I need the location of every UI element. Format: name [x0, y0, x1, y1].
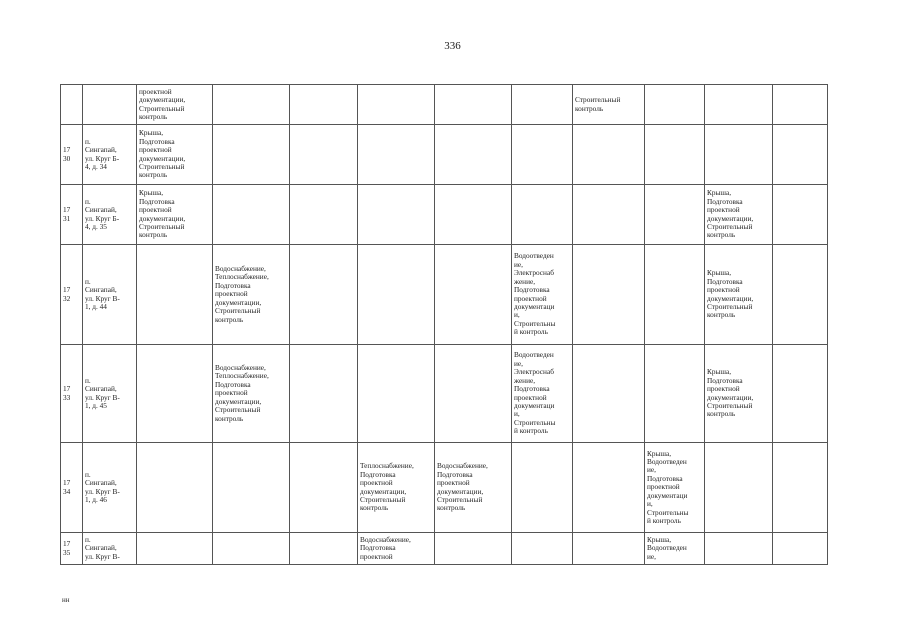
heat-supply-work-cell: [358, 245, 435, 345]
work-cell-col4: [290, 125, 358, 185]
control-work-cell: [573, 185, 645, 245]
row-number-cell: [61, 125, 83, 185]
address-cell: [83, 185, 137, 245]
water-heat-work-cell: [213, 533, 290, 565]
roof-work-late-cell: [705, 245, 773, 345]
cell-text: 17 32: [63, 286, 71, 303]
water-supply-work-cell: [435, 345, 512, 443]
cell-text: п. Сингапай, ул. Круг В- 1, д. 45: [85, 376, 120, 410]
water-heat-work-cell: [213, 185, 290, 245]
table-row: [61, 85, 828, 125]
drainage-work-cell: [512, 345, 573, 443]
cell-text: п. Сингапай, ул. Круг В- 1, д. 44: [85, 277, 120, 311]
roof-work-cell: [137, 245, 213, 345]
water-supply-work-cell: [435, 443, 512, 533]
control-work-cell: [573, 245, 645, 345]
control-work-cell: [573, 443, 645, 533]
water-supply-work-cell: [435, 245, 512, 345]
roof-work-late-cell: [705, 533, 773, 565]
address-cell: [83, 245, 137, 345]
cell-text: 17 31: [63, 206, 71, 223]
cell-text: 17 35: [63, 540, 71, 557]
roof-work-cell: [137, 85, 213, 125]
cell-text: Водоснабжение, Подготовка проектной документации, Строительный контроль: [437, 462, 488, 513]
roof-drainage-work-cell: [645, 345, 705, 443]
cell-text: п. Сингапай, ул. Круг В- 1, д. 46: [85, 470, 120, 504]
cell-text: Крыша, Подготовка проектной документации, Строительный контроль: [139, 189, 186, 240]
cell-text: 17 34: [63, 479, 71, 496]
roof-drainage-work-cell: [645, 185, 705, 245]
footer-mark: нн: [62, 596, 70, 604]
cell-text: Крыша, Подготовка проектной документации, Строительный контроль: [707, 368, 754, 419]
cell-text: Крыша, Водоотведен ие, Подготовка проектной документаци и, Строительны й контроль: [647, 449, 689, 525]
cell-text: Водоснабжение, Подготовка проектной: [360, 535, 411, 561]
roof-work-late-cell: [705, 85, 773, 125]
heat-supply-work-cell: [358, 345, 435, 443]
work-cell-col11: [773, 85, 828, 125]
cell-text: 17 33: [63, 385, 71, 402]
cell-text: Крыша, Подготовка проектной документации, Строительный контроль: [707, 189, 754, 240]
roof-work-cell: [137, 345, 213, 443]
work-cell-col4: [290, 185, 358, 245]
address-cell: [83, 533, 137, 565]
address-cell: [83, 443, 137, 533]
cell-text: Теплоснабжение, Подготовка проектной документации, Строительный контроль: [360, 462, 414, 513]
drainage-work-cell: [512, 185, 573, 245]
roof-work-cell: [137, 443, 213, 533]
work-cell-col11: [773, 533, 828, 565]
heat-supply-work-cell: [358, 125, 435, 185]
water-heat-work-cell: [213, 245, 290, 345]
heat-supply-work-cell: [358, 85, 435, 125]
table-row: [61, 245, 828, 345]
water-heat-work-cell: [213, 85, 290, 125]
roof-work-late-cell: [705, 185, 773, 245]
control-work-cell: [573, 533, 645, 565]
roof-work-late-cell: [705, 443, 773, 533]
work-cell-col11: [773, 245, 828, 345]
cell-text: 17 30: [63, 146, 71, 163]
cell-text: Водоотведен ие, Электроснаб жение, Подготовка проектной документаци и, Строительны й контроль: [514, 252, 556, 337]
roof-drainage-work-cell: [645, 245, 705, 345]
table-row: [61, 185, 828, 245]
row-number-cell: [61, 85, 83, 125]
roof-work-cell: [137, 185, 213, 245]
drainage-work-cell: [512, 245, 573, 345]
row-number-cell: [61, 345, 83, 443]
cell-text: Крыша, Подготовка проектной документации, Строительный контроль: [707, 269, 754, 320]
roof-drainage-work-cell: [645, 125, 705, 185]
row-number-cell: [61, 185, 83, 245]
drainage-work-cell: [512, 533, 573, 565]
cell-text: Крыша, Водоотведен ие,: [647, 535, 687, 561]
roof-drainage-work-cell: [645, 85, 705, 125]
page-number: 336: [444, 40, 461, 52]
heat-supply-work-cell: [358, 533, 435, 565]
water-heat-work-cell: [213, 345, 290, 443]
drainage-work-cell: [512, 125, 573, 185]
works-table: [60, 84, 828, 565]
drainage-work-cell: [512, 443, 573, 533]
work-cell-col4: [290, 245, 358, 345]
heat-supply-work-cell: [358, 185, 435, 245]
cell-text: Водоснабжение, Теплоснабжение, Подготовка проектной документации, Строительный контроль: [215, 265, 269, 324]
heat-supply-work-cell: [358, 443, 435, 533]
roof-work-cell: [137, 533, 213, 565]
table-row: [61, 125, 828, 185]
control-work-cell: [573, 125, 645, 185]
water-supply-work-cell: [435, 533, 512, 565]
roof-drainage-work-cell: [645, 443, 705, 533]
cell-text: Водоотведен ие, Электроснаб жение, Подготовка проектной документаци и, Строительны й контроль: [514, 351, 556, 436]
address-cell: [83, 85, 137, 125]
cell-text: п. Сингапай, ул. Круг В-: [85, 535, 120, 561]
table-row: [61, 533, 828, 565]
cell-text: проектной документации, Строительный контроль: [139, 87, 186, 121]
water-supply-work-cell: [435, 125, 512, 185]
row-number-cell: [61, 533, 83, 565]
work-cell-col4: [290, 345, 358, 443]
control-work-cell: [573, 345, 645, 443]
work-cell-col11: [773, 125, 828, 185]
row-number-cell: [61, 443, 83, 533]
address-cell: [83, 125, 137, 185]
address-cell: [83, 345, 137, 443]
roof-drainage-work-cell: [645, 533, 705, 565]
water-heat-work-cell: [213, 443, 290, 533]
control-work-cell: [573, 85, 645, 125]
work-cell-col11: [773, 443, 828, 533]
work-cell-col4: [290, 85, 358, 125]
roof-work-late-cell: [705, 125, 773, 185]
cell-text: Крыша, Подготовка проектной документации, Строительный контроль: [139, 129, 186, 180]
table-row: [61, 443, 828, 533]
cell-text: Водоснабжение, Теплоснабжение, Подготовка проектной документации, Строительный контроль: [215, 364, 269, 423]
roof-work-cell: [137, 125, 213, 185]
water-supply-work-cell: [435, 185, 512, 245]
roof-work-late-cell: [705, 345, 773, 443]
cell-text: п. Сингапай, ул. Круг Б- 4, д. 34: [85, 137, 120, 171]
row-number-cell: [61, 245, 83, 345]
work-cell-col4: [290, 443, 358, 533]
drainage-work-cell: [512, 85, 573, 125]
work-cell-col4: [290, 533, 358, 565]
work-cell-col11: [773, 345, 828, 443]
cell-text: п. Сингапай, ул. Круг Б- 4, д. 35: [85, 197, 120, 231]
work-cell-col11: [773, 185, 828, 245]
water-heat-work-cell: [213, 125, 290, 185]
table-row: [61, 345, 828, 443]
water-supply-work-cell: [435, 85, 512, 125]
cell-text: Строительный контроль: [575, 96, 621, 113]
